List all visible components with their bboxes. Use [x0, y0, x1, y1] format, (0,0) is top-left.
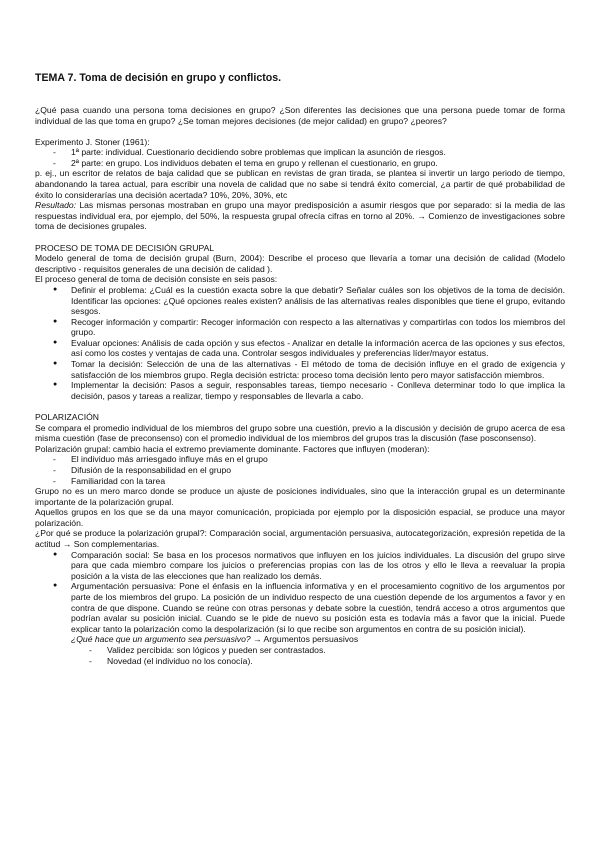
factors-list — [35, 454, 565, 486]
polarization-definition: Se compara el promedio individual de los miembros del grupo sobre una cuestión, previo a la discusión y decisión de grupo acerca de esa misma cuestión (fase de preconsenso) con el promedio individual de los miembros del grupos tras la discusión (fase posconsenso). — [35, 422, 565, 444]
list-item: - Difusión de la responsabilidad en el grupo — [35, 465, 565, 476]
process-heading: PROCESO DE TOMA DE DECISIÓN GRUPAL — [35, 242, 215, 253]
process-model: Modelo general de toma de decisión grupal (Burn, 2004): Describe el proceso que llevaría a tomar una decisión de calidad (Modelo descriptivo - requisitos generales de una decisión de calidad ). — [35, 253, 565, 274]
process-steps-list — [35, 285, 565, 402]
list-item: - 2ª parte: en grupo. Los individuos debaten el tema en grupo y rellenan el cuestionario, en grupo. — [35, 158, 565, 169]
list-item: ● Evaluar opciones: Análisis de cada opción y sus efectos - Analizar en detalle la información acerca de las opciones y sus efectos, así como los costes y ventajas de cada una. Controlar sesgos individuales y preferencias líder/mayor estatus. — [35, 338, 565, 359]
group-polarization: Polarización grupal: cambio hacia el extremo previamente dominante. Factores que influyen (moderan): — [35, 443, 430, 454]
polarization-paragraph-2: Aquellos grupos en los que se da una mayor comunicación, propiciada por ejemplo por la disposición espacial, se produce una mayor polarización. — [35, 507, 565, 528]
page-title: TEMA 7. Toma de decisión en grupo y conflictos. — [35, 72, 282, 84]
intro-paragraph: ¿Qué pasa cuando una persona toma decisiones en grupo? ¿Son diferentes las decisiones que una persona puede tomar de forma individual de las que toma en grupo? ¿Se toman mejores decisiones (de mejor calidad) en grupo? ¿peores? — [35, 105, 565, 126]
persuasive-answer: → Argumentos persuasivos — [250, 634, 359, 645]
experiment-title: Experimento J. Stoner (1961): — [35, 136, 150, 147]
persuasive-question: ¿Qué hace que un argumento sea persuasivo? — [71, 634, 251, 645]
persuasive-items-list — [35, 645, 565, 666]
result-text: Las mismas personas mostraban en grupo una mayor predisposición a asumir riesgos que por separado: si la media de las respuestas individual era, por ejemplo, del 50%, la respuesta grupal ofrecía cifras en torno al 20%. → Comienzo de investigaciones sobre toma de decisiones grupales. — [35, 200, 565, 232]
experiment-parts-list — [35, 147, 565, 168]
polarization-heading: POLARIZACIÓN — [35, 411, 99, 422]
list-item: ● Tomar la decisión: Selección de una de las alternativas - El método de toma de decisión influye en el grado de exigencia y satisfacción de los miembros grupo. Regla decisión estricta: proceso toma decisión lento pero mayor satisfacción miembros. — [35, 359, 565, 380]
experiment-result — [35, 200, 565, 232]
process-steps-intro: El proceso general de toma de decisión consiste en seis pasos: — [35, 274, 278, 285]
list-item: ● Implementar la decisión: Pasos a seguir, responsables tareas, tiempo necesario - Conlleva determinar todo lo que implica la decisión, pasos y tareas a realizar, tiempo y responsables de llevarla a cabo. — [35, 380, 565, 401]
experiment-example: p. ej., un escritor de relatos de baja calidad que se publican en revistas de gran tirada, se plantea si invertir un largo periodo de tiempo, abandonando la tarea actual, para escribir una novela de calidad que no sabe si tendrá éxito comercial, ¿a partir de qué probabilidad de éxito lo considerarías una decisión acertada? 10%, 20%, 30%, etc — [35, 168, 565, 200]
polarization-paragraph-1: Grupo no es un mero marco donde se produce un ajuste de posiciones individuales, sino que la interacción grupal es un determinante importante de la polarización grupal. — [35, 486, 565, 507]
list-item: - Familiaridad con la tarea — [35, 476, 565, 487]
list-item: ● Argumentación persuasiva: Pone el énfasis en la influencia informativa y en el procesamiento cognitivo de los argumentos por parte de los miembros del grupo. La posición de un individuo respecto de una cuestión depende de los argumentos a favor y en contra de que dispone. Cuando se reúne con otras personas y debate sobre la cuestión, tendrá acceso a otros argumentos que podrían avalar su posición inicial. Cuando se le pide de nuevo su posición esta es todavía más a favor que la inicial. Puede explicar tanto la polarización como la despolarización (si lo que recibe son argumentos en contra de su posición inicial). — [35, 581, 565, 634]
list-item: ● Recoger información y compartir: Recoger información con respecto a las alternativas y compartirlas con todos los miembros del grupo. — [35, 317, 565, 338]
list-item: - Validez percibida: son lógicos y pueden ser contrastados. — [35, 645, 565, 656]
persuasive-question-line — [35, 634, 565, 645]
list-item: - 1ª parte: individual. Cuestionario decidiendo sobre problemas que implican la asunción de riesgos. — [35, 147, 565, 158]
list-item: - El individuo más arriesgado influye más en el grupo — [35, 454, 565, 465]
list-item: ● Comparación social: Se basa en los procesos normativos que influyen en los juicios individuales. La discusión del grupo sirve para que cada miembro compare los juicios o preferencias propias con las de los otros y ello le lleva a reevaluar la propia posición a la vista de las elecciones que han realizado los demás. — [35, 550, 565, 582]
list-item: - Novedad (el individuo no los conocía). — [35, 656, 565, 667]
list-item: ● Definir el problema: ¿Cuál es la cuestión exacta sobre la que debatir? Señalar cuáles son los objetivos de la toma de decisión. Identificar las opciones: ¿Qué opciones reales existen? análisis de las alternativas reales disponibles que tiene el grupo, evitando sesgos. — [35, 285, 565, 317]
polarization-why: ¿Por qué se produce la polarización grupal?: Comparación social, argumentación persuasiva, autocategorización, expresión repetida de la actitud → Son complementarias. — [35, 528, 565, 550]
result-label: Resultado: — [35, 200, 77, 211]
explanations-list — [35, 550, 565, 635]
